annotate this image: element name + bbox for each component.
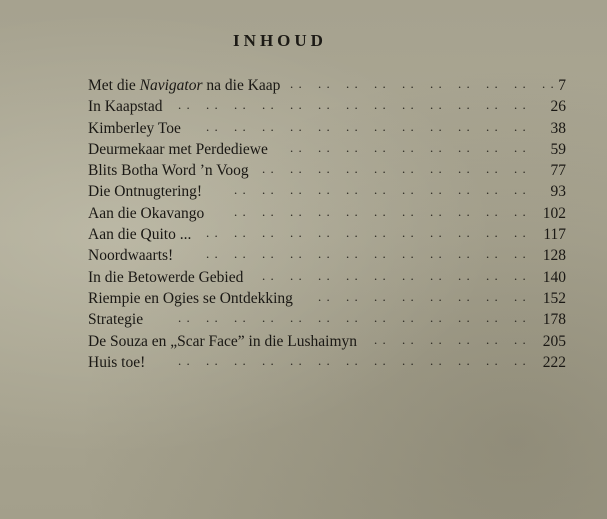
leader-dots: . . bbox=[430, 139, 443, 155]
leader-dots: . . bbox=[514, 118, 527, 134]
leader-dots: . . bbox=[234, 310, 247, 326]
toc-entry-title: Riempie en Ogies se Ontdekking bbox=[88, 289, 293, 307]
toc-entry-title: Met die Navigator na die Kaap bbox=[88, 77, 281, 94]
dot-leader bbox=[318, 286, 542, 307]
toc-entry-title: Aan die Quito ... bbox=[88, 226, 192, 244]
leader-dots: . . bbox=[206, 118, 219, 134]
leader-dots: . . bbox=[234, 203, 247, 219]
leader-dots: . . bbox=[402, 97, 415, 113]
leader-dots: . . bbox=[262, 310, 275, 326]
leader-dots: . . bbox=[514, 352, 527, 368]
leader-dots: . . bbox=[374, 139, 387, 155]
leader-dots: . . bbox=[290, 97, 303, 113]
leader-dots: . . bbox=[374, 331, 387, 347]
toc-entry bbox=[88, 96, 566, 117]
leader-dots: . . bbox=[290, 182, 303, 198]
leader-dots: . . bbox=[374, 352, 387, 368]
leader-dots: . . bbox=[514, 225, 527, 241]
leader-dots: . . bbox=[402, 288, 415, 304]
toc-entry-page-number: 222 bbox=[542, 353, 566, 371]
leader-dots: . . bbox=[430, 161, 443, 177]
leader-dots: . . bbox=[458, 267, 471, 283]
leader-dots: . . bbox=[514, 203, 527, 219]
dot-leader bbox=[178, 307, 542, 328]
dot-leader bbox=[234, 179, 542, 200]
leader-dots: . . bbox=[346, 97, 359, 113]
leader-dots: . . bbox=[318, 161, 331, 177]
toc-entry-page-number: 117 bbox=[543, 226, 566, 244]
leader-dots: . . bbox=[402, 267, 415, 283]
leader-dots: . . bbox=[486, 310, 499, 326]
page-title: INHOUD bbox=[233, 31, 327, 50]
leader-dots: . . bbox=[318, 288, 331, 304]
leader-dots: . . bbox=[514, 161, 527, 177]
leader-dots: . . bbox=[346, 139, 359, 155]
leader-dots: . . bbox=[318, 139, 331, 155]
leader-dots: . . bbox=[374, 246, 387, 262]
leader-dots: . . bbox=[290, 267, 303, 283]
leader-dots: . . bbox=[374, 310, 387, 326]
leader-dots: . . bbox=[458, 118, 471, 134]
leader-dots: . . bbox=[430, 76, 443, 91]
toc-entry-title: In Kaapstad bbox=[88, 98, 163, 116]
leader-dots: . . bbox=[430, 310, 443, 326]
dot-leader bbox=[290, 137, 542, 158]
toc-entry-title: Kimberley Toe bbox=[88, 119, 181, 137]
leader-dots: . . bbox=[430, 331, 443, 347]
leader-dots: . . bbox=[374, 267, 387, 283]
leader-dots: . . bbox=[290, 203, 303, 219]
toc-entry-title: Die Ontnugtering! bbox=[88, 183, 203, 201]
dot-leader bbox=[290, 73, 570, 94]
leader-dots: . . bbox=[486, 76, 499, 91]
leader-dots: . . bbox=[290, 225, 303, 241]
dot-leader bbox=[234, 201, 542, 222]
leader-dots: . . bbox=[346, 352, 359, 368]
leader-dots: . . bbox=[374, 182, 387, 198]
leader-dots: . . bbox=[430, 182, 443, 198]
leader-dots: . . bbox=[374, 118, 387, 134]
dot-leader bbox=[206, 116, 542, 137]
leader-dots: . . bbox=[290, 246, 303, 262]
leader-dots: . . bbox=[430, 225, 443, 241]
leader-dots: . . bbox=[234, 97, 247, 113]
leader-dots: . . bbox=[514, 267, 527, 283]
leader-dots: . . bbox=[402, 310, 415, 326]
leader-dots: . . bbox=[290, 352, 303, 368]
leader-dots: . . bbox=[458, 139, 471, 155]
toc-entry bbox=[88, 245, 566, 266]
leader-dots: . . bbox=[402, 203, 415, 219]
toc-entry-page-number: 26 bbox=[550, 98, 566, 116]
leader-dots: . . bbox=[514, 139, 527, 155]
leader-dots: . . bbox=[346, 267, 359, 283]
leader-dots: . . bbox=[402, 246, 415, 262]
leader-dots: . . bbox=[486, 352, 499, 368]
leader-dots: . . bbox=[206, 225, 219, 241]
leader-dots: . . bbox=[262, 161, 275, 177]
leader-dots: . . bbox=[262, 246, 275, 262]
leader-dots: . . bbox=[458, 288, 471, 304]
leader-dots: . . bbox=[178, 352, 191, 368]
leader-dots: . . bbox=[458, 225, 471, 241]
dot-leader bbox=[262, 158, 542, 179]
leader-dots: . . bbox=[206, 246, 219, 262]
leader-dots: . . bbox=[514, 76, 527, 91]
leader-dots: . . bbox=[374, 161, 387, 177]
toc-entry-title: Deurmekaar met Perdediewe bbox=[88, 140, 268, 158]
leader-dots: . . bbox=[262, 118, 275, 134]
leader-dots: . . bbox=[430, 352, 443, 368]
leader-dots: . . bbox=[234, 225, 247, 241]
leader-dots: . . bbox=[346, 310, 359, 326]
dot-leader bbox=[178, 94, 542, 115]
leader-dots: . . bbox=[486, 331, 499, 347]
dot-leader bbox=[206, 222, 542, 243]
leader-dots: . . bbox=[542, 76, 555, 91]
leader-dots: . . bbox=[430, 203, 443, 219]
leader-dots: . . bbox=[206, 310, 219, 326]
toc-entry-title: Strategie bbox=[88, 311, 144, 329]
toc-entry-title: Aan die Okavango bbox=[88, 204, 205, 222]
leader-dots: . . bbox=[346, 225, 359, 241]
leader-dots: . . bbox=[486, 267, 499, 283]
leader-dots: . . bbox=[346, 203, 359, 219]
leader-dots: . . bbox=[234, 182, 247, 198]
toc-entry-title: Noordwaarts! bbox=[88, 247, 174, 265]
toc-entry-page-number: 152 bbox=[542, 289, 566, 307]
leader-dots: . . bbox=[262, 203, 275, 219]
toc-entry bbox=[88, 118, 566, 139]
leader-dots: . . bbox=[486, 203, 499, 219]
leader-dots: . . bbox=[318, 225, 331, 241]
leader-dots: . . bbox=[346, 288, 359, 304]
leader-dots: . . bbox=[206, 352, 219, 368]
leader-dots: . . bbox=[262, 97, 275, 113]
toc-entry-page-number: 77 bbox=[550, 162, 566, 180]
leader-dots: . . bbox=[318, 76, 331, 91]
leader-dots: . . bbox=[486, 97, 499, 113]
leader-dots: . . bbox=[318, 118, 331, 134]
leader-dots: . . bbox=[346, 246, 359, 262]
toc-entry-title: Huis toe! bbox=[88, 353, 146, 371]
dot-leader bbox=[374, 329, 542, 350]
leader-dots: . . bbox=[458, 246, 471, 262]
toc-entry bbox=[88, 288, 566, 309]
leader-dots: . . bbox=[234, 352, 247, 368]
toc-entry-title: De Souza en „Scar Face” in die Lushaimyn bbox=[88, 332, 358, 350]
toc-entry bbox=[88, 75, 566, 96]
toc-entry-page-number: 205 bbox=[542, 332, 566, 350]
leader-dots: . . bbox=[318, 246, 331, 262]
leader-dots: . . bbox=[402, 182, 415, 198]
toc-entry bbox=[88, 224, 566, 245]
leader-dots: . . bbox=[318, 352, 331, 368]
toc-entry bbox=[88, 331, 566, 352]
leader-dots: . . bbox=[402, 76, 415, 91]
leader-dots: . . bbox=[346, 118, 359, 134]
toc-entry bbox=[88, 267, 566, 288]
leader-dots: . . bbox=[178, 97, 191, 113]
leader-dots: . . bbox=[374, 225, 387, 241]
toc-entry-page-number: 93 bbox=[550, 183, 566, 201]
leader-dots: . . bbox=[374, 288, 387, 304]
leader-dots: . . bbox=[458, 182, 471, 198]
toc-entry-page-number: 140 bbox=[542, 268, 566, 286]
leader-dots: . . bbox=[430, 97, 443, 113]
leader-dots: . . bbox=[318, 97, 331, 113]
leader-dots: . . bbox=[402, 331, 415, 347]
toc-entry bbox=[88, 160, 566, 181]
dot-leader bbox=[262, 265, 542, 286]
toc-entry-page-number: 178 bbox=[542, 311, 566, 329]
toc-entry bbox=[88, 203, 566, 224]
leader-dots: . . bbox=[318, 310, 331, 326]
toc-entry-page-number: 38 bbox=[550, 119, 566, 137]
leader-dots: . . bbox=[318, 203, 331, 219]
leader-dots: . . bbox=[374, 97, 387, 113]
leader-dots: . . bbox=[458, 97, 471, 113]
dot-leader bbox=[178, 350, 542, 371]
leader-dots: . . bbox=[290, 118, 303, 134]
toc-entry-title-italic: Navigator bbox=[139, 77, 203, 94]
leader-dots: . . bbox=[402, 118, 415, 134]
leader-dots: . . bbox=[262, 267, 275, 283]
toc-entry-page-number: 59 bbox=[550, 140, 566, 158]
toc-entry-page-number: 128 bbox=[542, 247, 566, 265]
toc-entry-page-number: 7 bbox=[558, 77, 566, 94]
leader-dots: . . bbox=[514, 97, 527, 113]
leader-dots: . . bbox=[262, 225, 275, 241]
leader-dots: . . bbox=[458, 76, 471, 91]
leader-dots: . . bbox=[514, 182, 527, 198]
leader-dots: . . bbox=[374, 203, 387, 219]
leader-dots: . . bbox=[346, 182, 359, 198]
leader-dots: . . bbox=[262, 182, 275, 198]
leader-dots: . . bbox=[458, 310, 471, 326]
leader-dots: . . bbox=[290, 161, 303, 177]
leader-dots: . . bbox=[458, 203, 471, 219]
leader-dots: . . bbox=[514, 331, 527, 347]
leader-dots: . . bbox=[458, 331, 471, 347]
leader-dots: . . bbox=[514, 246, 527, 262]
toc-entry-title: In die Betowerde Gebied bbox=[88, 268, 244, 286]
leader-dots: . . bbox=[346, 76, 359, 91]
leader-dots: . . bbox=[430, 118, 443, 134]
leader-dots: . . bbox=[318, 182, 331, 198]
toc-entry-title: Blits Botha Word ’n Voog bbox=[88, 162, 249, 180]
leader-dots: . . bbox=[486, 139, 499, 155]
leader-dots: . . bbox=[402, 352, 415, 368]
leader-dots: . . bbox=[458, 352, 471, 368]
leader-dots: . . bbox=[402, 161, 415, 177]
toc-entry bbox=[88, 181, 566, 202]
leader-dots: . . bbox=[486, 288, 499, 304]
leader-dots: . . bbox=[486, 225, 499, 241]
leader-dots: . . bbox=[402, 139, 415, 155]
leader-dots: . . bbox=[318, 267, 331, 283]
leader-dots: . . bbox=[206, 97, 219, 113]
table-of-contents bbox=[88, 75, 566, 373]
leader-dots: . . bbox=[514, 310, 527, 326]
leader-dots: . . bbox=[430, 288, 443, 304]
leader-dots: . . bbox=[430, 267, 443, 283]
leader-dots: . . bbox=[290, 139, 303, 155]
toc-entry bbox=[88, 352, 566, 373]
leader-dots: . . bbox=[486, 182, 499, 198]
leader-dots: . . bbox=[486, 246, 499, 262]
leader-dots: . . bbox=[458, 161, 471, 177]
dot-leader bbox=[206, 243, 542, 264]
leader-dots: . . bbox=[346, 161, 359, 177]
leader-dots: . . bbox=[486, 161, 499, 177]
toc-entry-page-number: 102 bbox=[542, 204, 566, 222]
leader-dots: . . bbox=[178, 310, 191, 326]
leader-dots: . . bbox=[262, 352, 275, 368]
leader-dots: . . bbox=[290, 310, 303, 326]
leader-dots: . . bbox=[234, 118, 247, 134]
toc-entry bbox=[88, 309, 566, 330]
leader-dots: . . bbox=[486, 118, 499, 134]
leader-dots: . . bbox=[234, 246, 247, 262]
leader-dots: . . bbox=[514, 288, 527, 304]
leader-dots: . . bbox=[290, 76, 303, 91]
leader-dots: . . bbox=[430, 246, 443, 262]
leader-dots: . . bbox=[402, 225, 415, 241]
leader-dots: . . bbox=[374, 76, 387, 91]
toc-entry bbox=[88, 139, 566, 160]
